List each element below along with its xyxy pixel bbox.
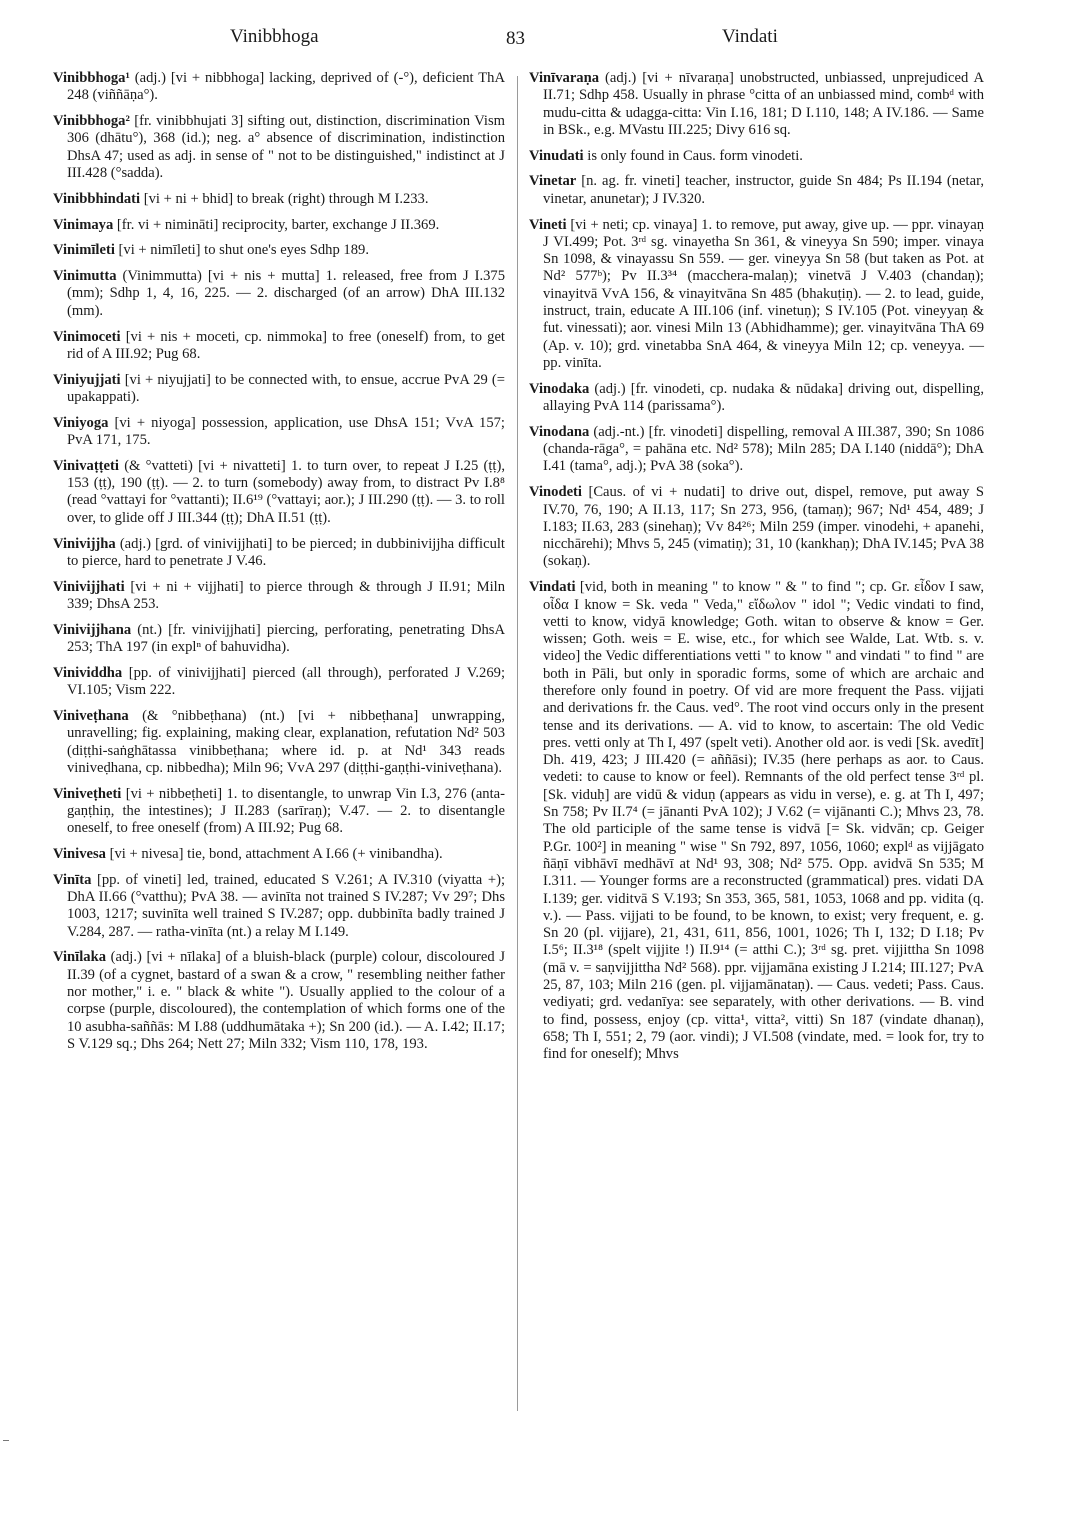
dictionary-entry [53,191,505,208]
dictionary-entry [53,665,505,700]
dictionary-entry [53,846,505,863]
dictionary-entry [529,484,984,570]
entry-definition: [vi + nimīleti] to shut one's eyes Sdhp 189. [114,242,369,259]
dictionary-entry [53,70,505,105]
entry-definition: [vi + neti; cp. vinaya] 1. to remove, put away, give up. — ppr. vinayaṇ J VI.499; Pot. 3ʳᵈ sg. vinayetha Sn 361, & vineyya Sn 590; imper. vinaya Sn 1098, & vinayassu Sn 559. — ger. vineyya Sn 58 (but taken as Pot. at Nd² 577ᵇ); Pv II.3³⁴ (macchera-malaṇ); vinetvā J V.403 (chandaṇ); vinayitvā VvA 156, & vinayitvāna Sn 485 (bhakuṭiṇ). — 2. to lead, guide, instruct, train, educate A III.106 (inf. vinetuṇ); S IV.105 (Pot. vineyyaṇ & fut. vinessati); aor. vinesi Miln 13 (Abhidhamme); ger. vinayitvāna ThA 69 (Ap. v. 10); grd. vinetabba SnA 464, & vineyya Miln 12; cp. veneyya. — pp. vinīta. [543,216,984,371]
entry-headword: Vinibbhoga¹ [53,70,130,86]
entry-definition: (Vinimmutta) [vi + nis + mutta] 1. released, free from J I.375 (mm); Sdhp 1, 4, 16, 225. — 2. discharged (of an arrow) DhA III.132 (mm). [67,268,505,319]
entry-definition: (adj.) [vi + nīlaka] of a bluish-black (purple) colour, discoloured J II.39 (of a cygnet, bastard of a swan & a crow, " resembling neither father nor mother," i. e. " black & white "). Usually applied to the colour of a corpse (purple, discoloured), the contemplation of which forms one of the 10 asubha-saññās: M I.88 (uddhumātaka +); Sn 200 (id.). — A. I.42; II.17; S V.129 sq.; Dhs 264; Nett 27; Miln 332; Vism 110, 178, 193. [67,949,505,1052]
dictionary-entry [53,579,505,614]
dictionary-entry [53,113,505,182]
running-head [0,24,1073,54]
entry-headword: Vinimīleti [53,242,115,259]
header-first-word: Vinibbhoga [230,26,319,47]
entry-definition: (nt.) [fr. vinivijjhati] piercing, perforating, penetrating DhsA 253; ThA 197 (in explⁿ of bahuvidha). [67,621,505,656]
entry-headword: Vinimaya [53,216,114,233]
entry-definition: is only found in Caus. form vinodeti. [583,147,803,164]
entry-definition: [Caus. of vi + nudati] to drive out, dispel, remove, put away S IV.70, 76, 190; A II.13, 117; Sn 273, 956, (tamaṇ); 967; Nd¹ 454, 489; J I.183; II.63, 283 (sinehaṇ); Vv 84²⁶; Miln 259 (imper. vinodehi, + apanehi, nicchārehi); Mhvs 5, 245 (vimatiṇ); 31, 10 (kankhaṇ); DhA IV.145; PvA 38 (sokaṇ). [543,484,984,570]
entry-headword: Vinodana [529,423,590,440]
entry-headword: Vinudati [529,147,584,164]
entry-headword: Vinividdha [53,664,123,681]
entry-headword: Vinibbhoga² [53,113,130,130]
entry-headword: Vinimoceti [53,328,121,345]
entry-headword: Vinivijjhati [53,578,125,595]
entry-headword: Vinodeti [529,484,582,501]
entry-headword: Vinīlaka [53,949,106,966]
entry-headword: Viniyoga [53,414,109,431]
column-divider [517,76,518,1411]
entry-definition: [vi + niyoga] possession, application, use DhsA 151; VvA 157; PvA 171, 175. [67,414,505,449]
entry-definition: (adj.) [vi + nīvaraṇa] unobstructed, unbiassed, unprejudiced A II.71; Sdhp 458. Usually in phrase °citta of an unbiassed mind, combᵈ with mudu-citta & udagga-citta: Vin I.16, 181; D I.110, 148; A IV.186. — Same in BSk., e.g. MVastu III.225; Divy 616 sq. [543,70,984,138]
dictionary-entry [53,622,505,657]
entry-definition: (adj.) [vi + nibbhoga] lacking, deprived of (-°), deficient ThA 248 (viññāṇa°). [67,70,505,104]
dictionary-entry [53,372,505,407]
entry-headword: Vinivaṭṭeti [53,457,119,474]
dictionary-entry [529,424,984,476]
dictionary-entry [53,949,505,1053]
entry-headword: Viniveṭheti [53,785,122,802]
dictionary-entry [529,381,984,416]
right-column [529,70,984,1072]
entry-definition: [fr. vi + nimināti] reciprocity, barter, exchange J II.369. [113,216,440,233]
entry-definition: [vi + nis + moceti, cp. nimmoka] to free (oneself) from, to get rid of A III.92; Pug 68. [67,328,505,362]
dictionary-entry [53,536,505,571]
dictionary-entry [529,173,984,208]
dictionary-entry [529,70,984,139]
entry-definition: [fr. vinibbhujati 3] sifting out, distinction, discrimination Vism 306 (dhātu°), 368 (id.); neg. a° absence of discrimination, indistinction DhsA 47; used as adj. in sense of " not to be distinguished," indistinct at J III.428 (°sadda). [67,113,505,181]
dictionary-entry [53,268,505,320]
entry-definition: [vi + nivesa] tie, bond, attachment A I.66 (+ vinibandha). [105,845,443,862]
margin-mark [3,1440,9,1441]
entry-definition: [vi + ni + bhid] to break (right) through M I.233. [140,190,429,207]
dictionary-entry [53,242,505,259]
entry-headword: Vinīta [53,871,92,888]
entry-definition: [vid, both in meaning " to know " & " to find "; cp. Gr. εἶδον I saw, οἶδα I know = Sk. veda " Veda," εἴδωλον " idol "; Vedic vindati to find, vetti to know, vidyā knowledge; Goth. witan to observe & know = Ger. wissen; Goth. weis = E. wise, etc., for which see Walde, Lat. Wtb. s. v. video] the Vedic differentiations vetti " to know " and vindati " to find " are both in Pāli, but only in sporadic forms, some of which are archaic and therefore only found in poetry. Of vid are more frequent the Pass. vijjati and derivations fr. the Caus. ved°. The root vind occurs only in the present tense and its derivations. — A. vid to know, to ascertain: The old Vedic pres. vetti only at Th I, 497 (spelt veti). Another old aor. is vedi [Sk. avedīt] Dh. 419, 423; J III.420 (= aññāsi); IV.35 (here perhaps as aor. to Caus. vedeti: to cause to know or feel). Remnants of the old perfect tense 3ʳᵈ pl. [Sk. viduḥ] are vidū & viduṇ (appears as vidu in verse), e. g. at Th I, 497; Sn 758; Pv II.7⁴ (= jānanti PvA 102); J V.62 (= vijānanti C.); Mhvs 23, 78. The old participle of the same tense is vidvā [= Sk. vidvān; cp. Geiger P.Gr. 100²] in meaning " wise " Sn 792, 897, 1056, 1060; explᵈ as vijjāgato ñāṇī vibhāvī medhāvī at Nd¹ 93, 308; Nd² 575. Opp. avidvā Sn 535; M I.311. — Younger forms are a reconstructed (grammatical) pres. vidati DA I.139; ger. viditvā S V.193; Sn 353, 365, 581, 1053, 1068 and pp. vidita (q. v.). — Pass. vijjati to be found, to be known, to exist; very frequent, e. g. Sn 20 (pl. vijjare), 21, 431, 611, 856, 1001, 1026; Th I, 132; D I.18; Pv I.5⁶; II.3¹⁸ (spelt vijjite !) II.9¹⁴ (= atthi C.); 3ʳᵈ sg. pret. vijjittha Sn 1098 (mā v. = saṇvijjittha Nd² 568). ppr. vijjamāna existing J I.214; III.127; PvA 25, 87, 103; Miln 216 (gen. pl. vijjamānataṇ). — Caus. vedeti; Pass. Caus. vediyati; grd. vedanīya: see separately, with other derivations. — B. vind to find, possess, enjoy (cp. vitta¹, vitta², vitti) Sn 187 (vindate dhanaṇ), 658; Th I, 551; 2, 79 (aor. vindi); J VI.508 (vindate, med. = look for, try to find for oneself); Mhvs [543,579,984,1063]
entry-definition: (adj.) [grd. of vinivijjhati] to be pierced; in dubbinivijjha difficult to pierce, hard to penetrate J V.46. [67,535,505,569]
entry-headword: Viniyujjati [53,371,121,388]
left-column [53,70,505,1062]
entry-definition: [pp. of vinivijjhati] pierced (all through), perforated J V.269; VI.105; Vism 222. [67,664,505,699]
dictionary-entry [53,872,505,941]
dictionary-entry [529,579,984,1063]
dictionary-entry [53,786,505,838]
dictionary-entry [53,217,505,234]
entry-headword: Vindati [529,579,576,596]
entry-headword: Vinimutta [53,268,117,285]
entry-definition: (& °vatteti) [vi + nivatteti] 1. to turn over, to repeat J I.25 (ṭṭ), 153 (ṭṭ), 190 (ṭṭ). — 2. to turn (somebody) away from, to distract Pv I.8⁸ (read °vattayi for °vattanti); II.6¹⁹ (°vattayi; aor.); J III.290 (ṭṭ). — 3. to roll over, to glide off J III.344 (ṭṭ); DhA II.51 (ṭṭ). [67,457,505,526]
entry-definition: [vi + ni + vijjhati] to pierce through & through J II.91; Miln 339; DhsA 253. [67,578,505,612]
entry-definition: (adj.) [fr. vinodeti, cp. nudaka & nūdaka] driving out, dispelling, allaying PvA 114 (parissama°). [543,380,984,415]
dictionary-entry [53,329,505,364]
entry-headword: Vinetar [529,173,577,190]
entry-headword: Vinivijjhana [53,621,132,638]
entry-definition: [pp. of vineti] led, trained, educated S V.261; A IV.310 (viyatta +); DhA II.66 (°vatthu); PvA 38. — avinīta not trained S IV.287; Vv 29⁷; Dhs 1003, 1217; suvinīta well trained S IV.287; opp. dubbinīta badly trained J V.284, 287. — ratha-vinīta (nt.) a relay M I.149. [67,871,505,940]
entry-headword: Vinivijjha [53,535,116,552]
entry-headword: Vinīvaraṇa [529,70,600,86]
page-number: 83 [506,28,525,49]
dictionary-entry [53,458,505,527]
entry-headword: Vinibbhindati [53,190,141,207]
dictionary-entry [529,148,984,165]
entry-definition: [vi + niyujjati] to be connected with, to ensue, accrue PvA 29 (= upakappati). [67,371,505,405]
entry-headword: Vinivesa [53,845,106,862]
header-last-word: Vindati [722,26,778,47]
dictionary-entry [53,415,505,450]
entry-definition: (& °nibbeṭhana) (nt.) [vi + nibbeṭhana] unwrapping, unravelling; fig. explaining, making clear, explanation, refutation Nd² 503 (diṭṭhi-saṅghātassa vinibbeṭhana; where id. p. at Nd¹ 343 reads viniveḍhana, cp. nibbedha); Miln 96; VvA 297 (diṭṭhi-gaṇṭhi-viniveṭhana). [67,707,505,776]
dictionary-entry [53,708,505,777]
entry-definition: (adj.-nt.) [fr. vinodeti] dispelling, removal A III.387, 390; Sn 1086 (chanda-rāga°, = pahāna etc. Nd² 578); Miln 285; DA I.140 (niddā°); DhA I.41 (tama°, adj.); PvA 38 (soka°). [543,423,984,475]
entry-headword: Vineti [529,216,567,233]
entry-definition: [vi + nibbeṭheti] 1. to disentangle, to unwrap Vin I.3, 276 (anta-gaṇṭhiṇ, the intestines); J II.283 (sarīraṇ); V.47. — 2. to disentangle oneself, to free oneself (from) A III.92; Pug 68. [67,785,505,837]
entry-headword: Vinodaka [529,380,590,397]
dictionary-entry [529,217,984,373]
entry-headword: Viniveṭhana [53,707,129,724]
entry-definition: [n. ag. fr. vineti] teacher, instructor, guide Sn 484; Ps II.194 (netar, vinetar, anunetar); J IV.320. [543,173,984,207]
